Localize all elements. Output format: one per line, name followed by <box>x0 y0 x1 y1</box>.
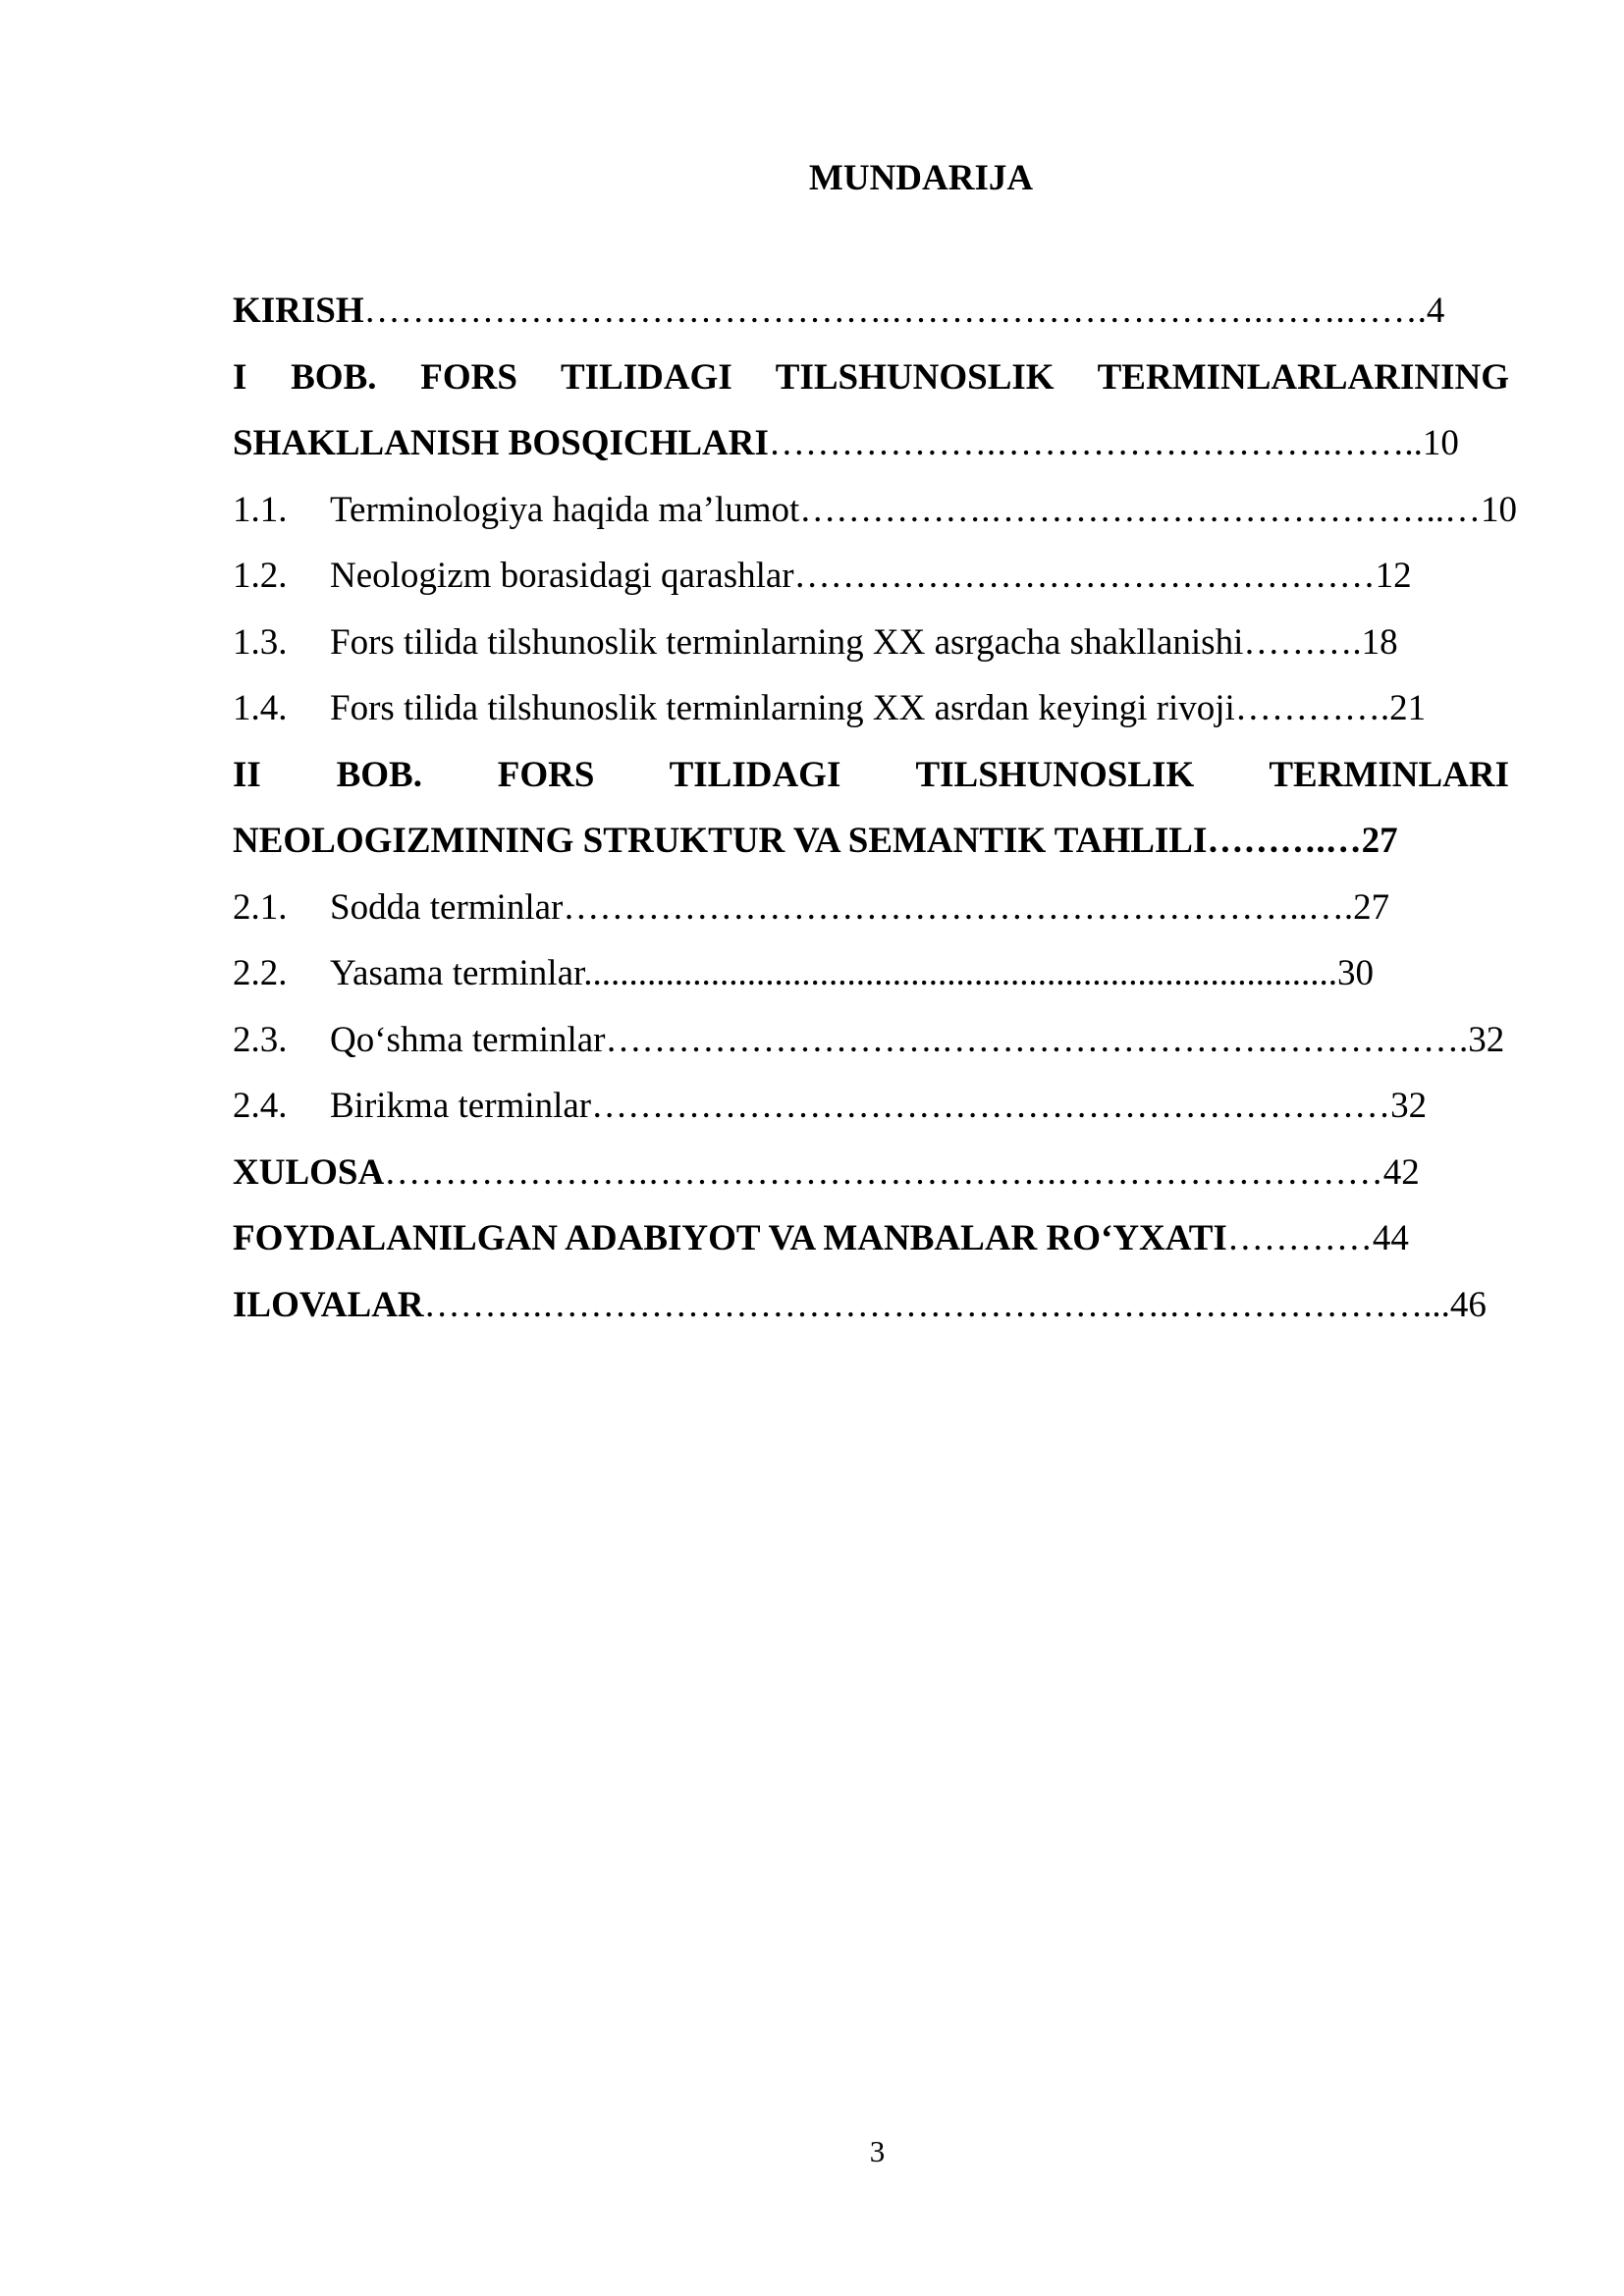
toc-entry-label: Qo‘shma terminlar <box>330 1019 606 1060</box>
toc-page: .46 <box>1440 1284 1487 1325</box>
toc-section-number: 2.3. <box>233 1019 288 1060</box>
toc-section-number: 1.4. <box>233 688 288 728</box>
toc-leader: ………………………………………… <box>793 556 1376 596</box>
toc-section-number: 1.3. <box>233 621 288 663</box>
toc-entry-label: KIRISH <box>233 291 364 331</box>
toc-section-number: 1.2. <box>233 556 288 596</box>
toc-section-number: 2.2. <box>233 953 288 993</box>
toc-entry-kirish <box>233 287 1509 353</box>
toc-leader: ………. <box>1243 621 1362 663</box>
toc-entry-2-4 <box>233 1082 1509 1148</box>
toc-page: .27 <box>1343 886 1390 928</box>
toc-entry-1-2 <box>233 552 1509 618</box>
toc-leader: ……………………………………………………..… <box>563 886 1344 928</box>
toc-leader: …………. <box>1234 688 1390 728</box>
toc-leader: ……….… <box>1207 821 1362 861</box>
toc-section-number: 1.1. <box>233 489 288 530</box>
toc-page: 44 <box>1372 1218 1409 1258</box>
toc-page: 30 <box>1337 953 1375 993</box>
toc-entry-1-4 <box>233 684 1509 751</box>
toc-page: 10 <box>1481 489 1518 530</box>
toc-leader: ................................................................................... <box>583 953 1338 993</box>
toc-leader: ……………………….……………………….…………… <box>605 1019 1459 1060</box>
toc-entry-chapter2 <box>233 817 1509 883</box>
toc-page: 32 <box>1390 1086 1428 1126</box>
toc-entry-label: Birikma terminlar <box>330 1086 592 1126</box>
toc-leader: …………….………………………………..… <box>799 489 1482 530</box>
toc-leader: …….……………………………….………………………….…….…… <box>363 291 1418 331</box>
toc-page: .4 <box>1417 291 1445 331</box>
toc-page: 18 <box>1361 621 1398 663</box>
toc-entry-label: Terminologiya haqida ma’lumot <box>330 489 800 530</box>
toc-chapter2-heading: II BOB. FORS TILIDAGI TILSHUNOSLIK TERMINLARI <box>233 754 1509 795</box>
toc-section-number: 2.4. <box>233 1086 288 1126</box>
toc-page: 12 <box>1375 556 1412 596</box>
toc-entry-foydalanilgan <box>233 1214 1509 1281</box>
toc-entry-2-2 <box>233 949 1509 1016</box>
toc-page: 21 <box>1389 688 1427 728</box>
toc-entry-1-3 <box>233 618 1509 685</box>
toc-leader: ………………….…………………………….……………………… <box>384 1151 1383 1193</box>
toc-entry-xulosa <box>233 1148 1509 1215</box>
toc-chapter1-heading: I BOB. FORS TILIDAGI TILSHUNOSLIK TERMINLARLARINING <box>233 356 1509 398</box>
toc-entry-1-1 <box>233 486 1518 553</box>
toc-section-number: 2.1. <box>233 886 288 928</box>
toc-leader: ……….…………………………………………….………………….. <box>423 1284 1441 1325</box>
toc-entry-chapter1 <box>233 419 1509 486</box>
toc-entry-label: Neologizm borasidagi qarashlar <box>330 556 794 596</box>
toc-entry-label: Yasama terminlar <box>330 953 584 993</box>
toc-entry-2-3 <box>233 1016 1509 1083</box>
toc-entry-ilovalar <box>233 1281 1509 1348</box>
page-number: 3 <box>869 2134 886 2168</box>
toc-entry-label: XULOSA <box>233 1151 385 1193</box>
toc-page: 10 <box>1422 423 1459 463</box>
toc-entry-label: ILOVALAR <box>233 1284 424 1325</box>
table-of-contents <box>233 287 1518 1347</box>
toc-entry-label: SHAKLLANISH BOSQICHLARI <box>233 423 769 463</box>
toc-page: .32 <box>1459 1019 1505 1060</box>
toc-entry-label: Sodda terminlar <box>330 886 564 928</box>
toc-entry-label: FOYDALANILGAN ADABIYOT VA MANBALAR RO‘YXATI <box>233 1218 1227 1258</box>
toc-entry-2-1 <box>233 883 1509 950</box>
page-title: MUNDARIJA <box>808 158 1034 198</box>
toc-page: 42 <box>1382 1151 1420 1193</box>
toc-entry-label: Fors tilida tilshunoslik terminlarning XX asrgacha shakllanishi <box>330 621 1244 663</box>
toc-leader: ……………….……………………….…….. <box>768 423 1423 463</box>
toc-page: 27 <box>1361 821 1398 861</box>
toc-entry-label: Fors tilida tilshunoslik terminlarning XX asrdan keyingi rivoji <box>330 688 1235 728</box>
toc-entry-label: NEOLOGIZMINING STRUKTUR VA SEMANTIK TAHLILI <box>233 821 1208 861</box>
toc-leader: ………………………………………………………… <box>591 1086 1391 1126</box>
toc-leader: ………… <box>1226 1218 1373 1258</box>
